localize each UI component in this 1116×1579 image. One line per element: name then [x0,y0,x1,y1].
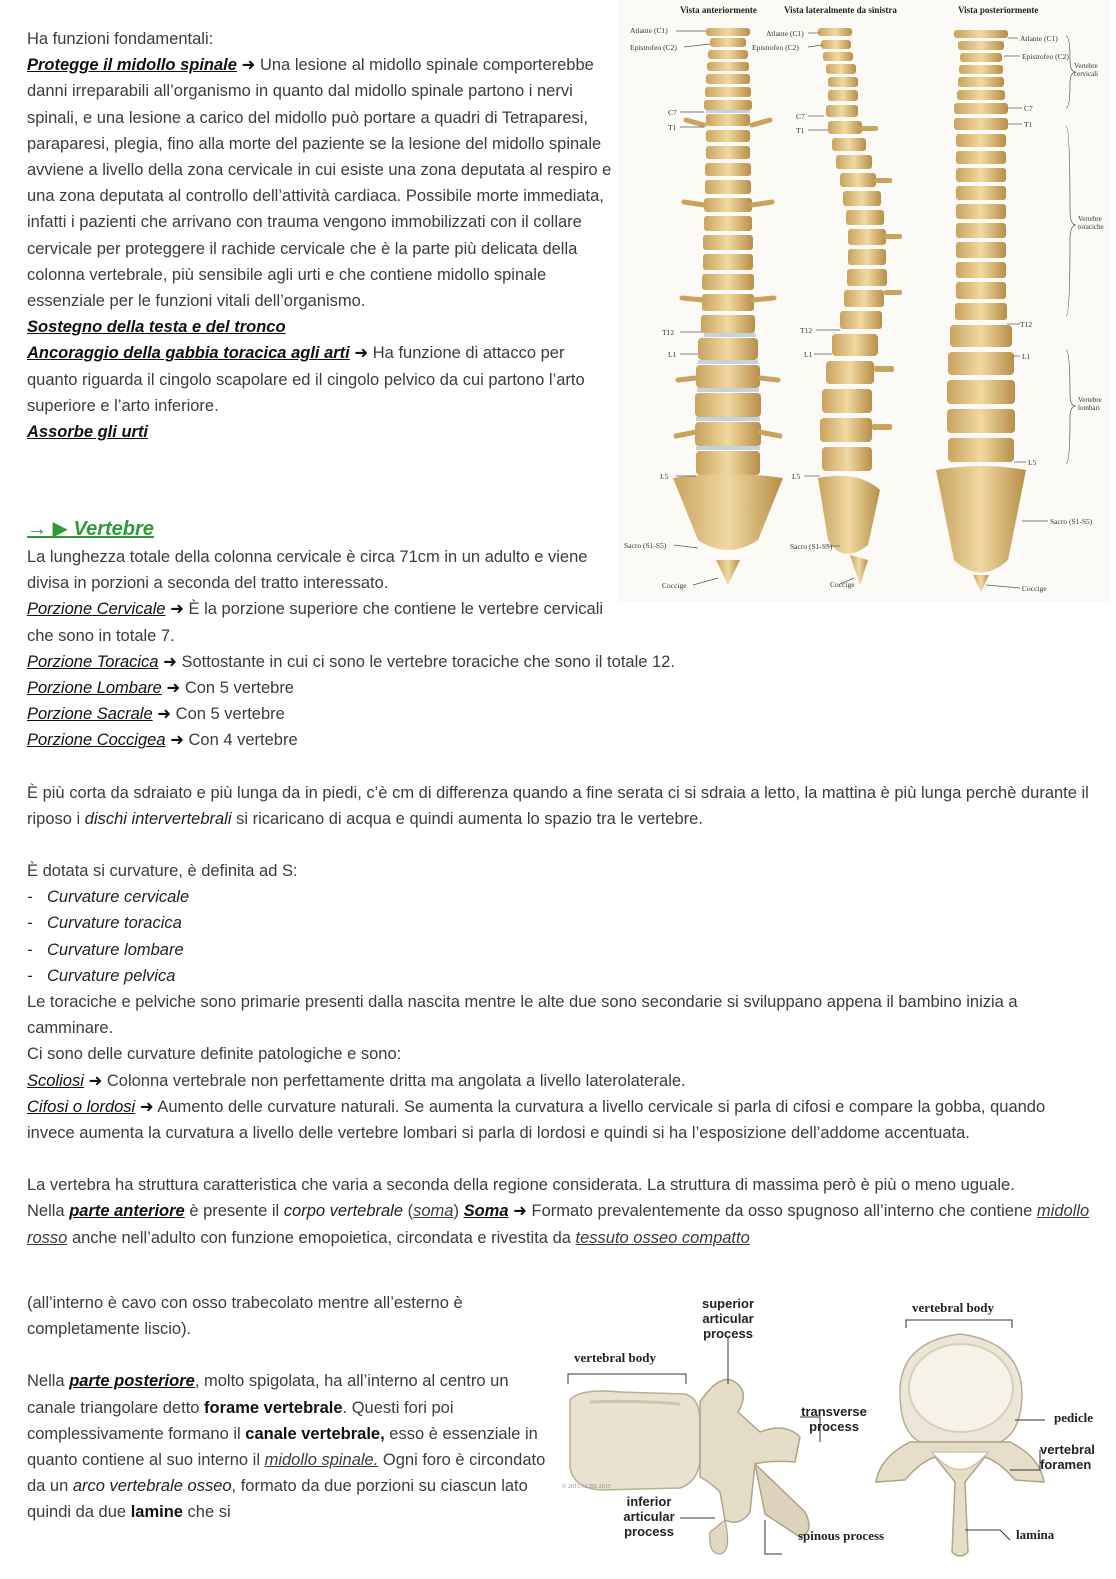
text-run: Nella [27,1202,70,1221]
text-run: ) [453,1202,464,1221]
text-run: parte posteriore [69,1372,195,1391]
text-run: midollo spinale. [264,1451,379,1470]
coccige-label: Coccige [662,581,687,590]
portion-text: Con 5 vertebre [175,705,285,724]
sacro-label: Sacro (S1-S5) [1050,517,1093,526]
portion-title: Porzione Coccigea [27,731,166,750]
l1-label: L1 [668,350,677,359]
functions-block [27,26,612,445]
curvature-item: - Curvature toracica [27,910,1097,936]
epistrofeo-label: Epistrofeo (C2) [630,43,677,52]
label-vertebral-foramen: vertebral foramen [1040,1442,1095,1472]
text-run: , formato da due porzioni su ciascun lato quindi da due [27,1477,528,1522]
portion-title: Porzione Toracica [27,652,159,671]
label-vertebral-body: vertebral body [912,1300,994,1315]
text-run: soma [413,1202,454,1221]
vertebra-figure [560,1292,1110,1572]
arrow-icon: ➜ [354,344,369,363]
vertebre-section [27,500,1097,1251]
text-run: tessuto osseo compatto [575,1228,750,1247]
portion-text: È la porzione superiore che contiene le vertebre cervicali che sono in totale 7. [27,600,604,645]
arrow-icon: ➜ [139,1097,154,1116]
function-support [27,314,612,340]
arrow-icon: ➜ [513,1202,527,1221]
arrow-icon: ➜ [163,652,177,671]
text-run: corpo vertebrale [283,1202,404,1221]
text-run: , molto spigolata, ha all’interno al centro un canale triangolare detto [27,1372,509,1417]
atlante-label: Atlante (C1) [630,26,668,35]
anterior-part-paragraph [27,1198,1097,1250]
atlante-label: Atlante (C1) [766,29,804,38]
t12-label: T12 [662,328,675,337]
text-run: forame vertebrale [204,1398,343,1417]
l1-label: L1 [1022,352,1031,361]
function-text: Una lesione al midollo spinale comporterebbe danni irreparabili all’organismo in quanto dal midollo spinale partono i nervi spinali, e una lesione a carico del midollo può portare a quadri di Tetraparesi, paraparesi, plegia, fino alla morte del paziente se la lesione del midollo spinale avviene a livello della zona cervicale in cui esiste una zona deputata al respiro e una zona deputata al controllo dell’attività cardiaca. Possibile morte immediata, infatti i pazienti che arrivano con trauma vengono immobilizzati con il collare cervicale per proteggere il rachide cervicale che è la parte più delicata della colonna vertebrale, più sensibile agli urti e che contiene midollo spinale essenziale per le funzioni vitali dell’organismo. [27,56,612,311]
t1-label: T1 [796,126,805,135]
section-heading [27,514,1097,544]
arrow-icon: ➜ [170,731,184,750]
label-pedicle: pedicle [1054,1410,1093,1425]
function-title: Assorbe gli urti [27,423,149,442]
c7-label: C7 [796,112,805,121]
label-inferior-articular-process: inferior articular process [623,1494,675,1539]
view-anterior-label: Vista anteriormente [680,5,757,15]
portion-text: Sottostante in cui ci sono le vertebre toraciche che sono il totale 12. [181,652,675,671]
t1-label: T1 [1024,120,1033,129]
text-run: midollo rosso [27,1202,1090,1247]
coccige-label: Coccige [1022,584,1047,593]
arrow-icon: ➜ [170,600,184,619]
vertebre-cervicali-label: Vertebre cervicali [1074,62,1099,78]
scoliosi-title: Scoliosi [27,1071,84,1090]
intro-text: Ha funzioni fondamentali: [27,30,214,48]
t12-label: T12 [800,326,813,335]
text-run: esso è essenziale in quanto contiene al suo interno il [27,1424,538,1470]
curvatures-intro: È dotata si curvature, è definita ad S: [27,862,298,881]
posterior-part-paragraph [27,1368,557,1525]
sacro-label: Sacro (S1-S5) [790,542,833,551]
curvature-item: - Curvature cervicale [27,884,1097,910]
function-anchoring [27,340,612,419]
label-transverse-process: transverse process [801,1404,867,1434]
arrow-icon: ➜ [166,679,181,698]
structure-paragraph: La vertebra ha struttura caratteristica che varia a seconda della regione considerata. La struttura di massima però è più o meno uguale. [27,1176,1015,1195]
function-shock-absorption [27,419,612,445]
cifosi-item [27,1094,1097,1146]
text-run: Nella [27,1372,70,1391]
cifosi-text: Aumento delle curvature naturali. Se aumenta la curvatura a livello cervicale si parla di cifosi e compare la gobba, quando invece aumenta la curvatura a livello delle vertebre lombari si parla di lordosi e quindi si ha l’esposizione dell’addome accentuata. [27,1097,1046,1143]
epistrofeo-label: Epistrofeo (C2) [752,43,799,52]
curvature-item: - Curvature lombare [27,937,1097,963]
portion-title: Porzione Lombare [27,679,162,698]
t1-label: T1 [668,123,677,132]
function-protects-spinal-cord [27,52,612,314]
function-title: Sostegno della testa e del tronco [27,318,286,337]
length-paragraph: La lunghezza totale della colonna cervicale è circa 71cm in un adulto e viene divisa in porzioni a seconda del tratto interessato. [27,548,588,593]
portion-coccigea [27,727,1097,753]
text-run: Ogni foro è circondato da un [27,1451,546,1496]
epistrofeo-label: Epistrofeo (C2) [1022,52,1069,61]
text-run: . Questi fori poi complessivamente formano il [27,1398,454,1443]
figure-credit: © 2015 GCBS 2015 [562,1484,611,1490]
text-run: Formato prevalentemente da osso spugnoso all’interno che contiene [526,1202,1037,1221]
portion-lombare [27,675,1097,701]
vertebre-toraciche-label: Vertebre toraciche [1078,215,1104,231]
text-run: Soma [463,1202,509,1221]
c7-label: C7 [668,108,677,117]
cifosi-title: Cifosi o lordosi [27,1097,136,1116]
label-lamina: lamina [1016,1527,1055,1542]
label-vertebral-body: vertebral body [574,1350,656,1365]
scoliosi-item [27,1068,1097,1094]
l5-label: L5 [660,472,669,481]
view-lateral-label: Vista lateralmente da sinistra [784,5,897,15]
text-run: arco vertebrale osseo [72,1477,232,1496]
function-text: Ha funzione di attacco per quanto riguarda il cingolo scapolare ed il cingolo pelvico da cui partono l’arto superiore e l’arto inferiore. [27,344,585,415]
vertebre-lombari-label: Vertebre lombari [1078,396,1102,412]
portion-text: Con 4 vertebre [188,731,298,750]
sacro-label: Sacro (S1-S5) [624,541,667,550]
portion-title: Porzione Sacrale [27,705,153,724]
text-run: si ricaricano di acqua e quindi aumenta lo spazio tra le vertebre. [231,809,703,828]
curvature-item: - Curvature pelvica [27,963,1097,989]
text-run: anche nell’adulto con funzione emopoietica, circondata e rivestita da [67,1228,576,1247]
text-run: che si [182,1503,231,1522]
t12-label: T12 [1020,320,1033,329]
scoliosi-text: Colonna vertebrale non perfettamente dritta ma angolata a livello laterolaterale. [106,1071,686,1090]
l5-label: L5 [1028,458,1037,467]
label-spinous-process: spinous process [798,1528,885,1543]
continuation-text: (all’interno è cavo con osso trabecolato mentre all’esterno è completamente liscio). [27,1294,463,1339]
l5-label: L5 [792,472,801,481]
curvatures-text: Le toraciche e pelviche sono primarie presenti dalla nascita mentre le alte due sono secondarie si sviluppano appena il bambino inizia a camminare. [27,993,1018,1038]
text-run: ( [403,1202,414,1221]
l1-label: L1 [804,350,813,359]
atlante-label: Atlante (C1) [1020,34,1058,43]
portion-sacrale [27,701,1097,727]
text-run: è presente il [184,1202,284,1221]
portion-text: Con 5 vertebre [184,679,294,698]
function-title: Ancoraggio della gabbia toracica agli arti [27,344,350,363]
coccige-label: Coccige [830,580,855,589]
c7-label: C7 [1024,104,1033,113]
text-run: dischi intervertebrali [84,809,232,828]
portion-title: Porzione Cervicale [27,600,166,619]
portion-toracica [27,649,1097,675]
length-variation-paragraph [27,780,1097,832]
text-run: parte anteriore [69,1202,185,1221]
label-superior-articular-process: superior articular process [701,1296,754,1341]
portion-cervicale [27,596,607,648]
posterior-part-block [27,1290,557,1526]
text-run: È più corta da sdraiato e più lunga da in piedi, c’è cm di differenza quando a fine serata ci si sdraia a letto, la mattina è più lunga perchè durante il riposo i [27,783,1089,828]
text-run: lamine [130,1503,183,1522]
pathologic-intro: Ci sono delle curvature definite patologiche e sono: [27,1045,402,1064]
arrow-icon: ➜ [241,56,256,75]
function-title: Protegge il midollo spinale [27,56,237,75]
arrow-icon: ➜ [88,1071,103,1090]
heading-text: Vertebre [73,518,154,540]
arrow-icon: ➜ [157,705,172,724]
text-run: canale vertebrale, [245,1424,385,1443]
heading-arrow-icon: → ▶ [27,518,68,540]
view-posterior-label: Vista posteriormente [958,5,1039,15]
